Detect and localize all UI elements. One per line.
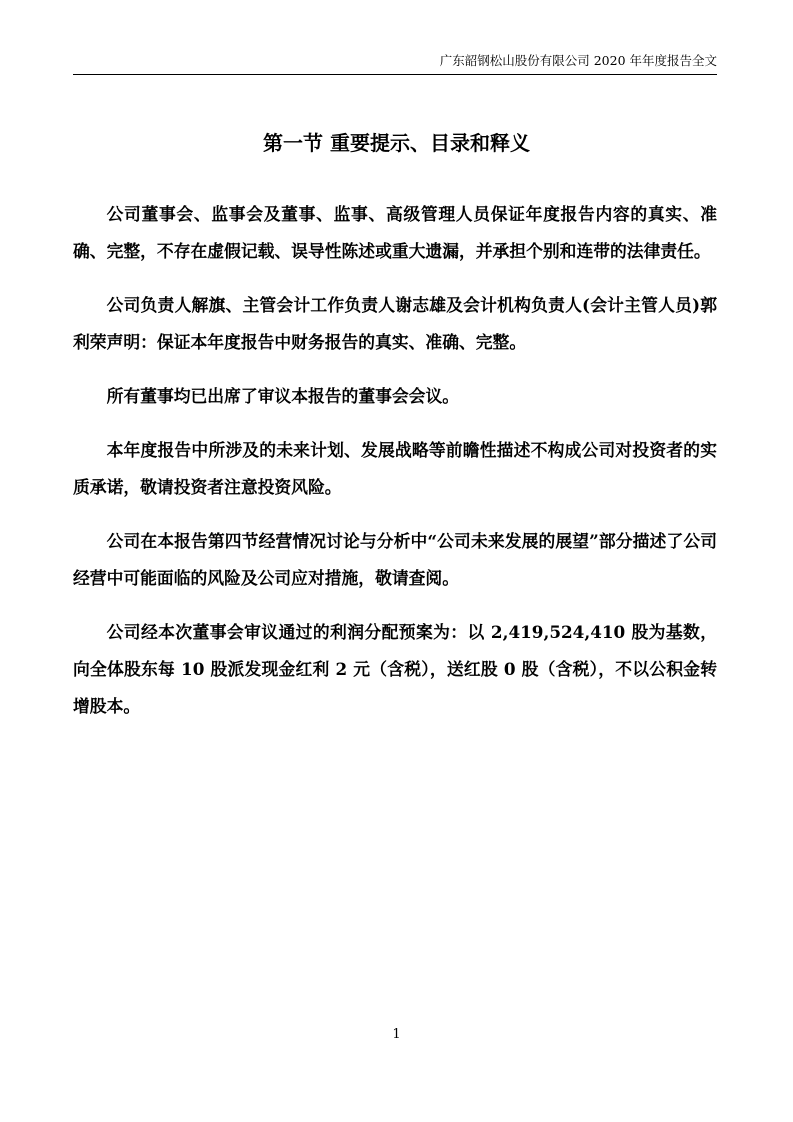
running-title: 广东韶钢松山股份有限公司 2020 年年度报告全文 <box>439 53 717 68</box>
paragraph-board-attendance: 所有董事均已出席了审议本报告的董事会会议。 <box>106 386 460 406</box>
page-number: 1 <box>392 1027 401 1042</box>
paragraph-accuracy-statement: 公司董事会、监事会及董事、监事、高级管理人员保证年度报告内容的真实、准确、完整，不存在虚假记载、误导性陈述或重大遗漏，并承担个别和连带的法律责任。 <box>73 204 717 261</box>
paragraph-financial-declaration: 公司负责人解旗、主管会计工作负责人谢志雄及会计机构负责人(会计主管人员)郭利荣声明：保证本年度报告中财务报告的真实、准确、完整。 <box>73 295 717 352</box>
page-header <box>73 50 717 75</box>
paragraph-profit-distribution: 公司经本次董事会审议通过的利润分配预案为：以 2,419,524,410 股为基数，向全体股东每 10 股派发现金红利 2 元（含税），送红股 0 股（含税），不以公积金转增股本。 <box>73 622 717 716</box>
section-title: 第一节 重要提示、目录和释义 <box>263 131 530 155</box>
paragraph-forward-looking-risk: 本年度报告中所涉及的未来计划、发展战略等前瞻性描述不构成公司对投资者的实质承诺，敬请投资者注意投资风险。 <box>73 440 717 497</box>
paragraph-risk-reference: 公司在本报告第四节经营情况讨论与分析中“公司未来发展的展望”部分描述了公司经营中可能面临的风险及公司应对措施，敬请查阅。 <box>73 531 717 588</box>
document-body <box>73 196 717 742</box>
